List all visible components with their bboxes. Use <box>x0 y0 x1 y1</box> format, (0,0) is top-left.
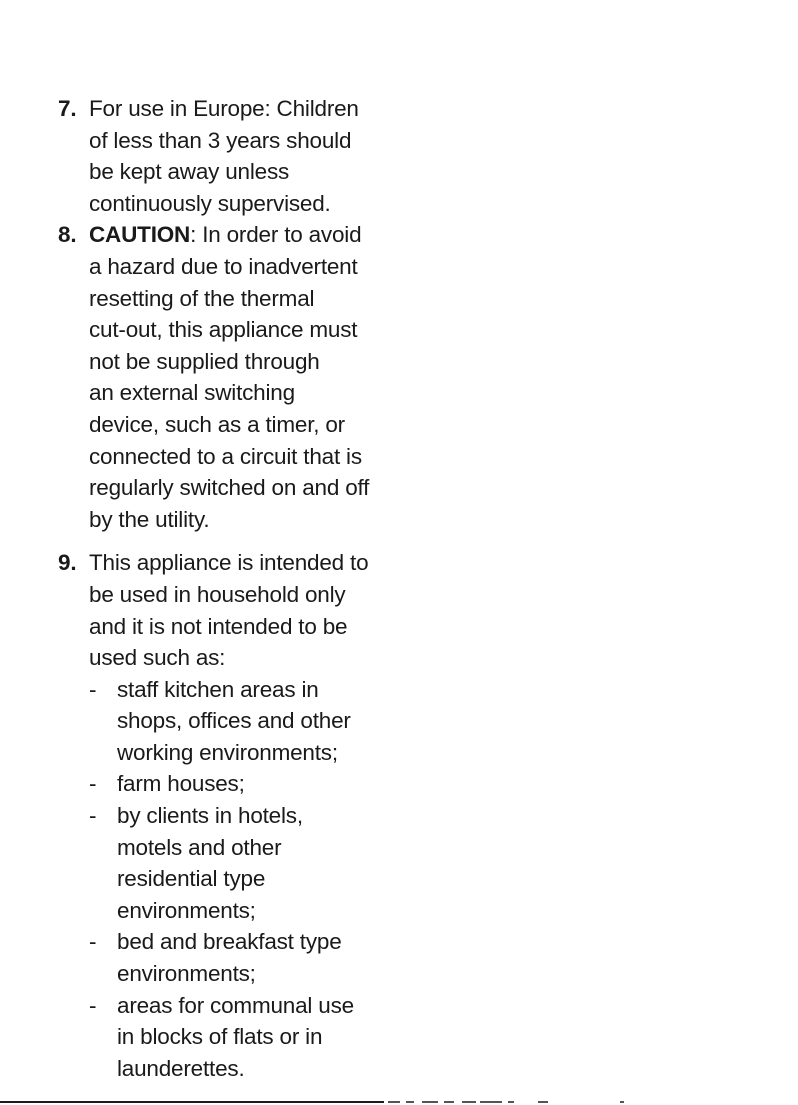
item-number: 8. <box>58 222 77 248</box>
bullet-dash: - <box>89 803 97 829</box>
bullet-text-line: bed and breakfast type <box>117 929 342 955</box>
bullet-text-line: shops, offices and other <box>117 708 351 734</box>
bullet-text-line: working environments; <box>117 739 338 765</box>
bullet-text-line: residential type <box>117 866 266 892</box>
bullet-text-line: staff kitchen areas in <box>117 676 319 702</box>
item-text-line: by the utility. <box>89 506 210 532</box>
instruction-item-8 <box>58 219 388 535</box>
bullet-dash: - <box>89 992 97 1018</box>
bullet-text-line: motels and other <box>117 834 282 860</box>
item-text-line: of less than 3 years should <box>89 127 352 153</box>
bullet-text-line: in blocks of flats or in <box>117 1024 323 1050</box>
item-number: 9. <box>58 550 77 576</box>
item-text-line: resetting of the thermal <box>89 285 315 311</box>
bullet-text-line: launderettes. <box>117 1055 245 1081</box>
bullet-text-line: by clients in hotels, <box>117 803 303 829</box>
item-text-line: continuously supervised. <box>89 190 331 216</box>
item-text-line: cut-out, this appliance must <box>89 317 358 343</box>
item-text-line: connected to a circuit that is <box>89 443 362 469</box>
bullet-text-line: environments; <box>117 961 256 987</box>
item-text-line: used such as: <box>89 645 226 671</box>
item-number: 7. <box>58 96 77 121</box>
item-text-line: This appliance is intended to <box>89 550 369 576</box>
list-item <box>89 926 388 989</box>
item-text-line: device, such as a timer, or <box>89 411 345 437</box>
item-text-line: and it is not intended to be <box>89 613 348 639</box>
item-text-line <box>89 219 388 251</box>
bullet-text-line: farm houses; <box>117 771 245 797</box>
list-item <box>89 800 388 926</box>
item-text-line: regularly switched on and off <box>89 475 370 501</box>
bullet-text-line: environments; <box>117 897 256 923</box>
item-text-line: not be supplied through <box>89 348 320 374</box>
caution-label: CAUTION <box>89 222 191 248</box>
safety-instructions-column <box>58 93 388 1084</box>
bullet-dash: - <box>89 771 97 797</box>
page-bottom-crop-marks <box>388 1100 788 1104</box>
bullet-dash: - <box>89 676 97 702</box>
item-text-line: a hazard due to inadvertent <box>89 253 358 279</box>
item-text-line: be kept away unless <box>89 159 290 185</box>
caution-text: : In order to avoid <box>190 222 362 248</box>
item-text-line: be used in household only <box>89 581 346 607</box>
instruction-item-7 <box>58 93 388 219</box>
bullet-text-line: areas for communal use <box>117 992 354 1018</box>
page-bottom-rule <box>0 1101 384 1103</box>
instruction-item-9 <box>58 547 388 1084</box>
item-text-line: an external switching <box>89 380 295 406</box>
item-text-line: For use in Europe: Children <box>89 96 359 121</box>
list-item <box>89 768 388 800</box>
list-item <box>89 674 388 769</box>
list-item <box>89 990 388 1085</box>
bullet-dash: - <box>89 929 97 955</box>
